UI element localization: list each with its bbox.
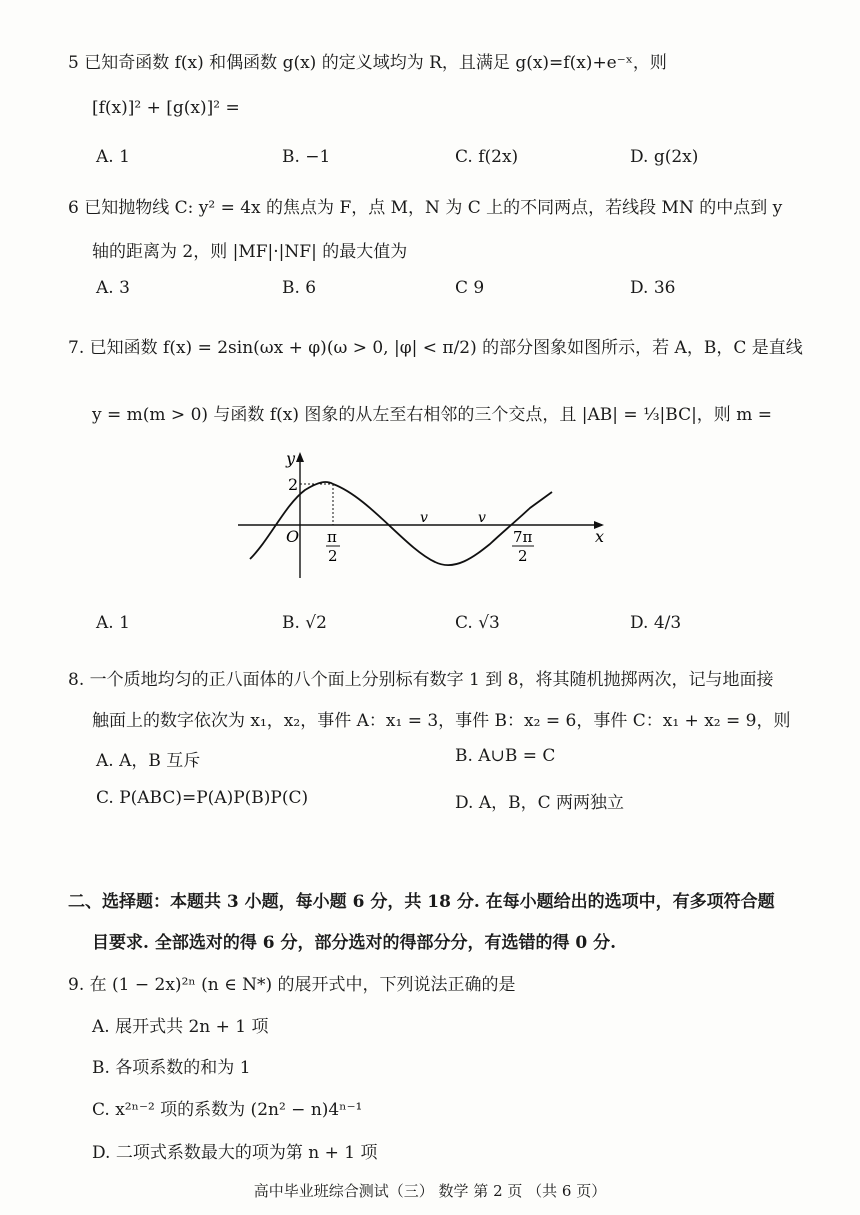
q6-option-b: B. 6 [282, 278, 317, 298]
q7-option-b: B. √2 [282, 613, 327, 633]
page-footer: 高中毕业班综合测试（三） 数学 第 2 页 （共 6 页） [253, 1182, 607, 1200]
q8-option-c: C. P(ABC)=P(A)P(B)P(C) [96, 788, 309, 808]
q7-option-a: A. 1 [96, 613, 130, 633]
section2-line2: 目要求. 全部选对的得 6 分，部分选对的得部分分，有选错的得 0 分. [92, 933, 617, 953]
q6-option-d: D. 36 [630, 278, 676, 298]
q7-line2: y = m(m > 0) 与函数 f(x) 图象的从左至右相邻的三个交点，且 |AB| = ⅓|BC|，则 m = [92, 405, 772, 425]
x-tick2-numerator: 7π [513, 528, 533, 546]
x-tick2-denominator: 2 [518, 547, 528, 565]
q7-option-d: D. 4/3 [630, 613, 682, 633]
sine-graph [230, 450, 630, 580]
q9-option-b: B. 各项系数的和为 1 [92, 1058, 251, 1078]
scribble-mark-2: v [478, 510, 486, 526]
q5-option-c: C. f(2x) [455, 147, 519, 167]
q8-option-b: B. A∪B = C [455, 746, 556, 766]
x-tick1-numerator: π [327, 528, 337, 546]
q8-option-a: A. A，B 互斥 [96, 751, 201, 771]
q9-option-a: A. 展开式共 2n + 1 项 [92, 1017, 269, 1037]
q5-line1: 5 已知奇函数 f(x) 和偶函数 g(x) 的定义域均为 R，且满足 g(x)=f(x)+e⁻ˣ，则 [68, 53, 667, 73]
q5-option-a: A. 1 [96, 147, 130, 167]
origin-label: O [286, 527, 300, 546]
q8-line2: 触面上的数字依次为 x₁，x₂，事件 A：x₁ = 3，事件 B：x₂ = 6，事件 C：x₁ + x₂ = 9，则 [92, 711, 791, 731]
q6-option-a: A. 3 [96, 278, 130, 298]
q9-line1: 9. 在 (1 − 2x)²ⁿ (n ∈ N*) 的展开式中，下列说法正确的是 [68, 975, 516, 995]
y-axis-arrow-icon [296, 452, 304, 462]
section2-line1: 二、选择题：本题共 3 小题，每小题 6 分，共 18 分. 在每小题给出的选项中，有多项符合题 [68, 892, 775, 912]
q5-option-d: D. g(2x) [630, 147, 699, 167]
x-tick1-denominator: 2 [328, 547, 338, 565]
y-axis-label: y [286, 450, 296, 468]
sine-curve [250, 482, 552, 565]
q8-option-d: D. A，B，C 两两独立 [455, 793, 625, 813]
q7-line1: 7. 已知函数 f(x) = 2sin(ωx + φ)(ω > 0, |φ| < π/2) 的部分图象如图所示，若 A，B，C 是直线 [68, 338, 803, 358]
q9-option-c: C. x²ⁿ⁻² 项的系数为 (2n² − n)4ⁿ⁻¹ [92, 1100, 363, 1120]
y-tick-label: 2 [288, 475, 299, 494]
q7-option-c: C. √3 [455, 613, 500, 633]
q5-option-b: B. −1 [282, 147, 331, 167]
q5-line2: [f(x)]² + [g(x)]² = [92, 98, 240, 118]
q6-line1: 6 已知抛物线 C: y² = 4x 的焦点为 F，点 M，N 为 C 上的不同两点，若线段 MN 的中点到 y [68, 198, 783, 218]
scribble-mark-1: v [420, 510, 428, 526]
q9-option-d: D. 二项式系数最大的项为第 n + 1 项 [92, 1143, 378, 1163]
q6-line2: 轴的距离为 2，则 |MF|·|NF| 的最大值为 [92, 242, 408, 262]
q8-line1: 8. 一个质地均匀的正八面体的八个面上分别标有数字 1 到 8，将其随机抛掷两次，记与地面接 [68, 670, 774, 690]
x-axis-label: x [595, 527, 605, 546]
q6-option-c: C 9 [455, 278, 485, 298]
